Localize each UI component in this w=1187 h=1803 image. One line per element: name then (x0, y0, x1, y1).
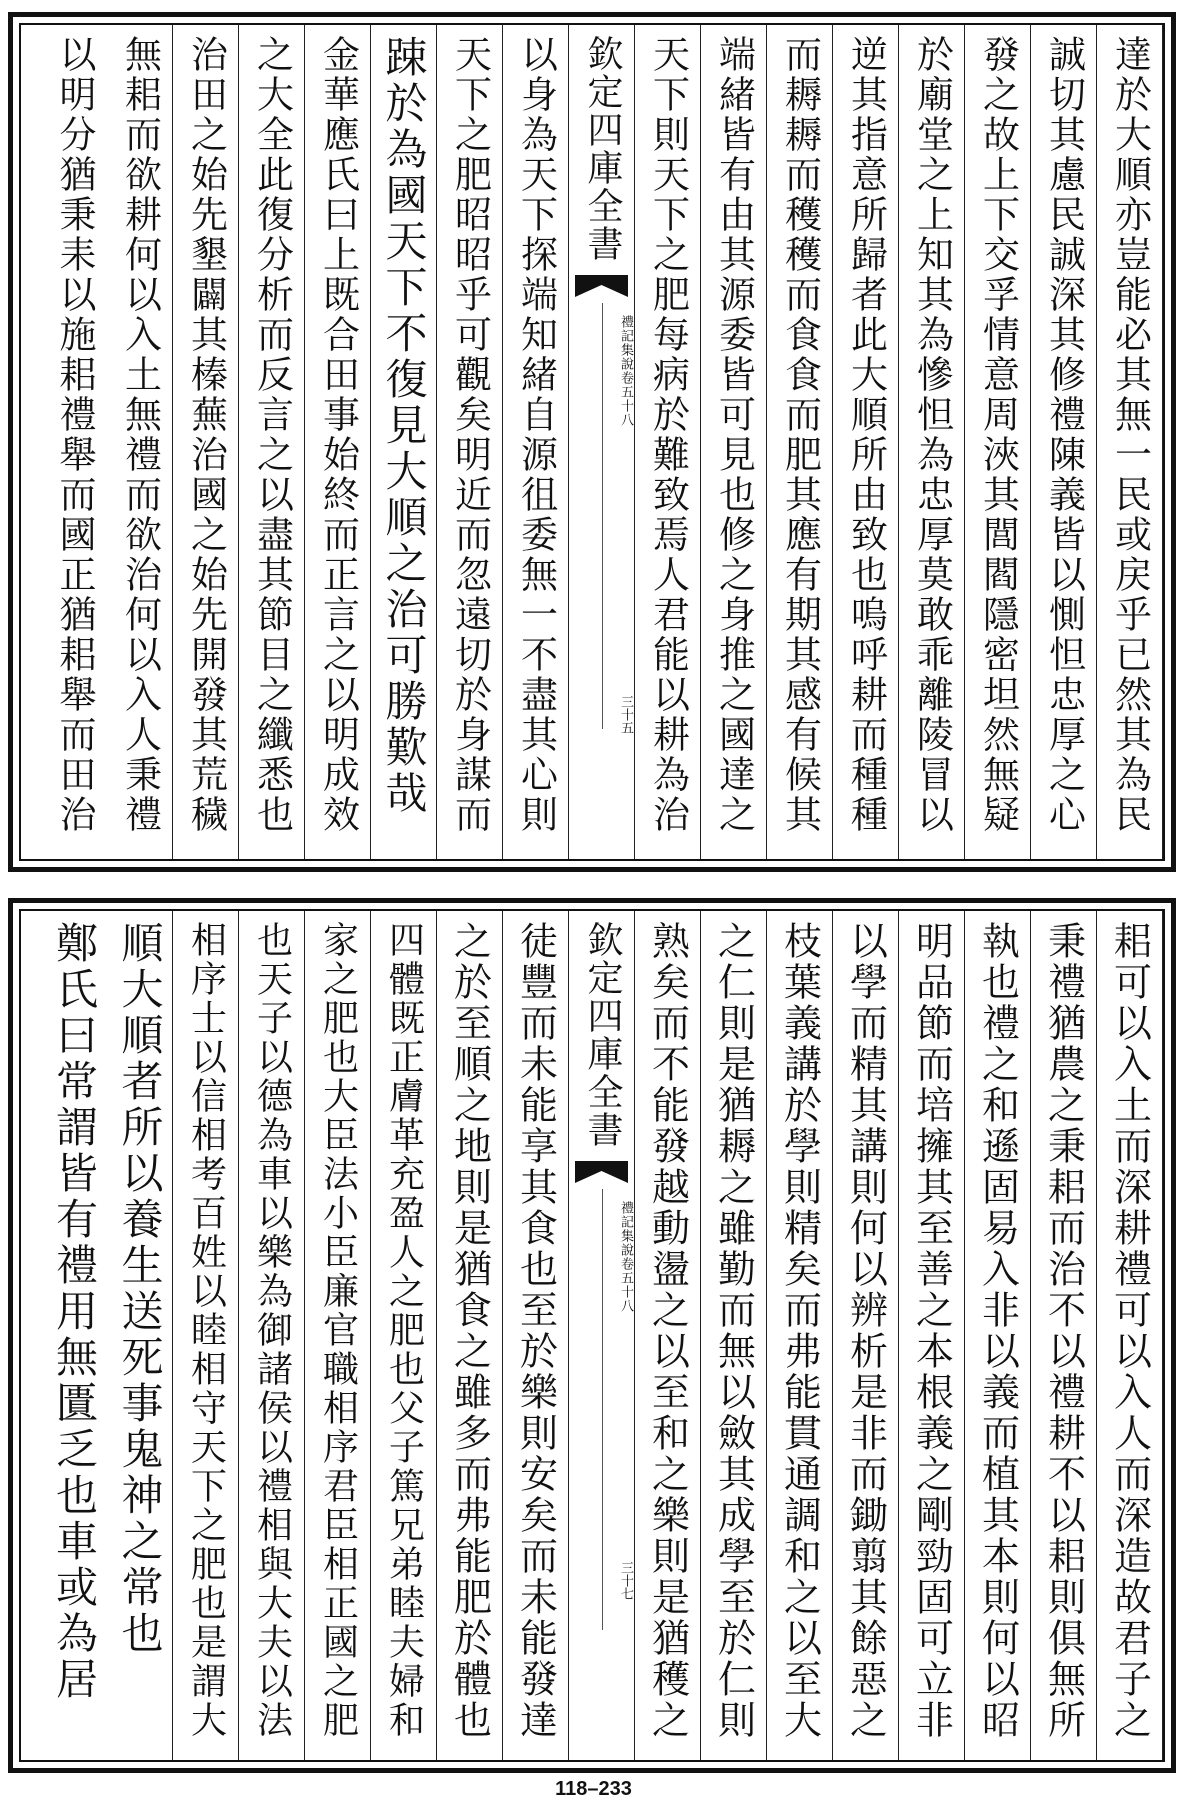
column-text: 相序士以信相考百姓以睦相守天下之肥也是謂大 (185, 921, 227, 1740)
column-text: 天下則天下之肥每病於難致焉人君能以耕為治 (646, 35, 690, 835)
fish-tail-mark-icon (575, 275, 628, 297)
page-footer-number: 118–233 (555, 1778, 632, 1800)
chapter-label: 卷五十八 (618, 1257, 633, 1313)
column-text: 以身為天下探端知緒自源徂委無一不盡其心則 (514, 35, 558, 835)
text-column (965, 911, 1031, 1760)
text-column (239, 25, 305, 859)
top-page-columns (19, 23, 1165, 861)
text-column (503, 911, 569, 1760)
column-text: 之於至順之地則是猶食之雖多而弗能肥於體也 (447, 921, 492, 1741)
column-text: 執也禮之和遜固易入非以義而植其本則何以昭 (975, 921, 1020, 1741)
column-text: 以明分猶秉耒以施耜禮舉而國正猶耜舉而田治 (53, 35, 96, 835)
text-column (503, 25, 569, 859)
text-column (107, 911, 173, 1760)
column-text: 之大全此復分析而反言之以盡其節目之纖悉也 (250, 35, 294, 835)
column-text: 鄭氏曰常謂皆有禮用無匱乏也車或為居 (50, 921, 99, 1703)
column-text: 無耜而欲耕何以入土無禮而欲治何以入人秉禮 (118, 35, 162, 835)
text-column (833, 911, 899, 1760)
fish-tail-mark-icon (575, 1161, 628, 1183)
column-text: 治田之始先墾闢其榛蕪治國之始先開發其荒穢 (184, 35, 228, 835)
text-column (305, 911, 371, 1760)
text-column (437, 911, 503, 1760)
leaf-number: 三十七 (618, 1561, 633, 1600)
text-column (635, 25, 701, 859)
column-text: 於廟堂之上知其為慘怛為忠厚莫敢乖離陵冒以 (910, 35, 954, 835)
volume-label (569, 315, 634, 427)
bottom-page-columns (19, 909, 1165, 1762)
text-column (41, 911, 107, 1760)
text-column (701, 25, 767, 859)
column-text: 金華應氏曰上既合田事始終而正言之以明成效 (316, 35, 360, 835)
text-column (833, 25, 899, 859)
text-column (965, 25, 1031, 859)
bottom-page (8, 898, 1176, 1773)
column-text: 踈於為國天下不復見大順之治可勝歎哉 (379, 35, 429, 817)
text-column (305, 25, 371, 859)
chapter-label: 卷五十八 (618, 371, 633, 427)
column-text: 徒豐而未能享其食也至於樂則安矣而未能發達 (513, 921, 558, 1741)
column-text: 熟矣而不能發越動盪之以至和之樂則是猶穫之 (645, 921, 690, 1741)
column-text: 順大順者所以養生送死事鬼神之常也 (115, 921, 165, 1657)
book-title: 欽定四庫全書 (582, 921, 623, 1149)
column-text: 四體既正膚革充盈人之肥也父子篤兄弟睦夫婦和 (383, 921, 425, 1740)
column-text: 發之故上下交孚情意周浹其閭閻隱密坦然無疑 (976, 35, 1020, 835)
column-text: 以學而精其講則何以辨析是非而鋤翦其餘惡之 (843, 921, 888, 1741)
center-fold-column (569, 25, 635, 859)
text-column (899, 911, 965, 1760)
text-column (1097, 25, 1163, 859)
leaf-number: 三十五 (618, 695, 633, 734)
center-fold-column (569, 911, 635, 1760)
text-column (1097, 911, 1163, 1760)
text-column (173, 25, 239, 859)
text-column (437, 25, 503, 859)
text-column (767, 25, 833, 859)
column-text: 秉禮猶農之秉耜而治不以禮耕不以耜則俱無所 (1041, 921, 1086, 1741)
top-page (8, 12, 1176, 872)
column-text: 而耨耨而穫穫而食食而肥其應有期其感有候其 (778, 35, 822, 835)
book-subtitle: 禮記集說 (618, 315, 633, 371)
text-column (41, 25, 107, 859)
text-column (767, 911, 833, 1760)
book-title: 欽定四庫全書 (582, 35, 623, 263)
text-column (899, 25, 965, 859)
column-text: 誠切其慮民誠深其修禮陳義皆以惻怛忠厚之心 (1042, 35, 1086, 835)
text-column (173, 911, 239, 1760)
column-text: 也天子以德為車以樂為御諸侯以禮相與大夫以法 (251, 921, 293, 1740)
text-column (371, 911, 437, 1760)
text-column (701, 911, 767, 1760)
text-column (1031, 25, 1097, 859)
text-column (371, 25, 437, 859)
column-text: 之仁則是猶耨之雖勤而無以斂其成學至於仁則 (711, 921, 756, 1741)
column-text: 枝葉義講於學則精矣而弗能貫通調和之以至大 (777, 921, 822, 1741)
column-text: 家之肥也大臣法小臣廉官職相序君臣相正國之肥 (317, 921, 359, 1740)
column-text: 逆其指意所歸者此大順所由致也嗚呼耕而種種 (844, 35, 888, 835)
text-column (107, 25, 173, 859)
book-subtitle: 禮記集說 (618, 1201, 633, 1257)
volume-label (569, 1201, 634, 1313)
column-text: 達於大順亦豈能必其無一民或戻乎已然其為民 (1108, 35, 1152, 835)
text-column (635, 911, 701, 1760)
column-text: 天下之肥昭昭乎可觀矣明近而忽遠切於身謀而 (448, 35, 492, 835)
text-column (1031, 911, 1097, 1760)
column-text: 明品節而培擁其至善之本根義之剛勁固可立非 (909, 921, 954, 1741)
column-text: 耜可以入土而深耕禮可以入人而深造故君子之 (1107, 921, 1152, 1741)
column-text: 端緒皆有由其源委皆可見也修之身推之國達之 (712, 35, 756, 835)
text-column (239, 911, 305, 1760)
